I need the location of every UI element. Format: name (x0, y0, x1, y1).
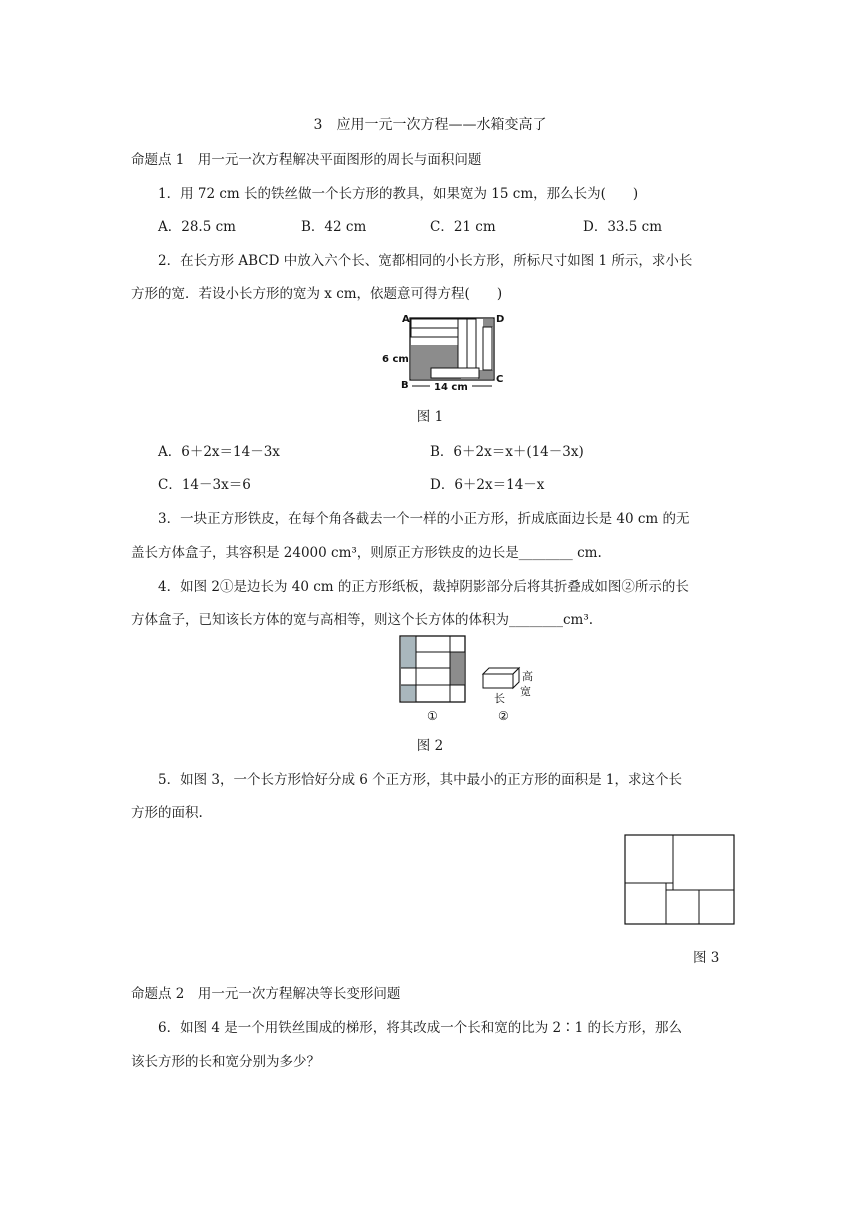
question-4-line1: 4．如图 2①是边长为 40 cm 的正方形纸板，裁掉阴影部分后将其折叠成如图②所示的长 (158, 579, 689, 595)
section-heading-1: 命题点 1 用一元一次方程解决平面图形的周长与面积问题 (131, 152, 482, 168)
fig1-label-d: D (496, 314, 505, 325)
fig1-label-c: C (496, 374, 504, 385)
question-6-line1: 6．如图 4 是一个用铁丝围成的梯形，将其改成一个长和宽的比为 2∶1 的长方形，那么 (158, 1020, 683, 1036)
figure-3-six-squares (624, 834, 736, 926)
fig3-outer-rect (625, 835, 734, 924)
question-2-line2: 方形的宽．若设小长方形的宽为 x cm，依题意可得方程( ) (131, 286, 503, 302)
figure-3-caption: 图 3 (693, 950, 720, 966)
figure-1-caption: 图 1 (416, 409, 444, 425)
fig1-small-rect (483, 327, 492, 370)
section-heading-2: 命题点 2 用一元一次方程解决等长变形问题 (131, 986, 401, 1002)
fig2-shade-right (450, 652, 464, 685)
figure-2-net-and-box (397, 634, 547, 724)
fig1-small-rect (411, 319, 458, 328)
fig2-label-1: ① (427, 709, 438, 723)
question-5-line1: 5．如图 3，一个长方形恰好分成 6 个正方形，其中最小的正方形的面积是 1，求这个长 (158, 772, 683, 788)
figure-1-rectangles (382, 310, 512, 395)
question-5-line2: 方形的面积. (131, 805, 203, 821)
fig1-small-rect (467, 319, 476, 368)
fig1-small-rect (431, 368, 479, 378)
q2-option-c: C．14－3x＝6 (158, 477, 251, 493)
fig2-shade-left-top (401, 637, 416, 668)
question-3-line2: 盖长方体盒子，其容积是 24000 cm³，则原正方形铁皮的边长是________ cm. (131, 545, 602, 561)
question-3-line1: 3．一块正方形铁皮，在每个角各截去一个一样的小正方形，折成底面边长是 40 cm 的无 (158, 511, 690, 527)
fig2-label-height: 高 (522, 670, 533, 683)
fig1-small-rect (411, 328, 458, 337)
question-6-line2: 该长方形的长和宽分别为多少？ (131, 1054, 320, 1070)
q1-option-d: D．33.5 cm (583, 219, 663, 235)
fig1-small-rect (458, 319, 467, 368)
fig1-label-14cm: 14 cm (434, 382, 468, 393)
question-1-text: 1．用 72 cm 长的铁丝做一个长方形的教具，如果宽为 15 cm，那么长为( ) (158, 186, 639, 202)
fig1-label-b: B (401, 380, 409, 391)
figure-2-caption: 图 2 (416, 738, 444, 754)
q2-option-b: B．6＋2x＝x＋(14－3x) (430, 444, 584, 460)
fig2-label-length: 长 (494, 692, 505, 705)
fig1-label-6cm: 6 cm (382, 354, 409, 365)
q1-option-c: C．21 cm (430, 219, 496, 235)
question-2-line1: 2．在长方形 ABCD 中放入六个长、宽都相同的小长方形，所标尺寸如图 1 所示，求小长 (158, 253, 693, 269)
q1-option-b: B．42 cm (301, 219, 367, 235)
fig1-label-a: A (402, 314, 410, 325)
question-4-line2: 方体盒子，已知该长方体的宽与高相等，则这个长方体的体积为________cm³. (131, 612, 594, 628)
fig2-box-front (483, 674, 513, 688)
fig2-label-2: ② (498, 709, 509, 723)
fig2-label-width: 宽 (520, 685, 531, 698)
fig1-shade-top-right (483, 319, 493, 327)
fig2-shade-left-bottom (401, 685, 416, 701)
q2-option-a: A．6＋2x＝14－3x (158, 444, 280, 460)
fig1-shade-bottom-right (478, 370, 493, 379)
q1-option-a: A．28.5 cm (158, 219, 236, 235)
page-title: 3 应用一元一次方程——水箱变高了 (313, 117, 547, 133)
q2-option-d: D．6＋2x＝14－x (430, 477, 545, 493)
